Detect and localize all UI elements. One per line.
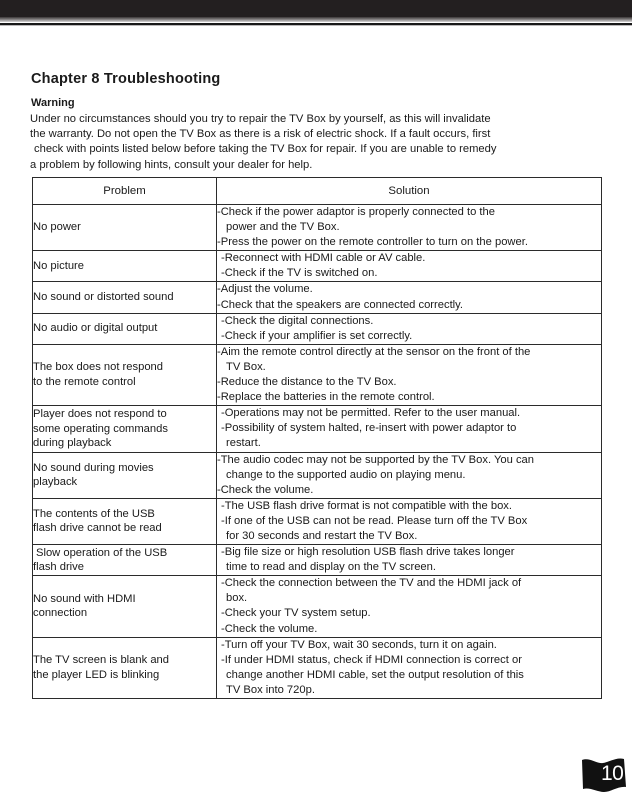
cell-problem bbox=[33, 576, 217, 637]
solution-line: TV Box into 720p. bbox=[226, 683, 315, 696]
cell-problem bbox=[33, 545, 217, 576]
problem-line: flash drive cannot be read bbox=[33, 522, 162, 535]
table-header-row bbox=[33, 178, 602, 205]
troubleshooting-table-wrapper bbox=[32, 177, 601, 699]
problem-line: during playback bbox=[33, 437, 112, 450]
problem-line: the player LED is blinking bbox=[33, 668, 160, 681]
problem-line: The TV screen is blank and bbox=[33, 654, 169, 667]
table-row bbox=[33, 452, 602, 498]
solution-line: -Aim the remote control directly at the sensor on the front of the bbox=[217, 345, 531, 358]
warning-line: check with points listed below before taking the TV Box for repair. If you are unable to remedy bbox=[34, 143, 497, 156]
solution-line: change to the supported audio on playing menu. bbox=[226, 468, 466, 481]
column-header-solution: Solution bbox=[217, 178, 602, 205]
problem-line: No power bbox=[33, 221, 81, 234]
table-body bbox=[33, 205, 602, 699]
cell-solution bbox=[217, 344, 602, 405]
solution-line: power and the TV Box. bbox=[226, 221, 340, 234]
table-row bbox=[33, 205, 602, 251]
cell-solution bbox=[217, 313, 602, 344]
cell-problem bbox=[33, 406, 217, 452]
solution-line: -Check the digital connections. bbox=[221, 314, 374, 327]
cell-solution bbox=[217, 282, 602, 313]
cell-solution bbox=[217, 545, 602, 576]
problem-line: No sound with HDMI bbox=[33, 592, 136, 605]
page-number-text: 10 bbox=[601, 762, 624, 785]
solution-line: -The USB flash drive format is not compatible with the box. bbox=[221, 499, 513, 512]
solution-line: change another HDMI cable, set the output resolution of this bbox=[226, 668, 524, 681]
solution-line: -Possibility of system halted, re-insert with power adaptor to bbox=[221, 422, 517, 435]
scan-artifact-fade bbox=[0, 17, 632, 22]
problem-line: playback bbox=[33, 476, 78, 489]
problem-line: No picture bbox=[33, 260, 84, 273]
problem-line: Player does not respond to bbox=[33, 407, 167, 420]
solution-line: -Check if the TV is switched on. bbox=[221, 267, 378, 280]
cell-problem bbox=[33, 313, 217, 344]
problem-line: flash drive bbox=[33, 561, 84, 574]
table-row bbox=[33, 576, 602, 637]
solution-line: -Check your TV system setup. bbox=[221, 607, 371, 620]
solution-line: -If one of the USB can not be read. Please turn off the TV Box bbox=[221, 514, 528, 527]
solution-line: -Replace the batteries in the remote control. bbox=[217, 391, 435, 404]
cell-problem bbox=[33, 452, 217, 498]
warning-paragraph bbox=[30, 112, 606, 173]
cell-problem bbox=[33, 637, 217, 698]
solution-line: -Check if your amplifier is set correctly. bbox=[221, 329, 413, 342]
solution-line: restart. bbox=[226, 437, 261, 450]
solution-line: -Big file size or high resolution USB flash drive takes longer bbox=[221, 546, 515, 559]
table-row bbox=[33, 498, 602, 544]
solution-line: -Check if the power adaptor is properly connected to the bbox=[217, 206, 495, 218]
warning-line: the warranty. Do not open the TV Box as there is a risk of electric shock. If a fault occurs, first bbox=[30, 128, 491, 141]
warning-line: a problem by following hints, consult your dealer for help. bbox=[30, 158, 313, 171]
problem-line: No sound during movies bbox=[33, 461, 154, 474]
cell-problem bbox=[33, 251, 217, 282]
solution-line: box. bbox=[226, 592, 248, 605]
solution-line: for 30 seconds and restart the TV Box. bbox=[226, 529, 418, 542]
problem-line: The contents of the USB bbox=[33, 507, 155, 520]
scan-artifact-top-bar bbox=[0, 0, 632, 17]
solution-line: -Check the volume. bbox=[217, 483, 314, 496]
solution-line: -Reconnect with HDMI cable or AV cable. bbox=[221, 252, 426, 265]
scan-artifact-rule-soft bbox=[0, 25, 632, 26]
solution-line: -If under HDMI status, check if HDMI connection is correct or bbox=[221, 653, 522, 666]
problem-line: No audio or digital output bbox=[33, 322, 158, 335]
table-row bbox=[33, 637, 602, 698]
problem-line: some operating commands bbox=[33, 422, 168, 435]
solution-line: -Adjust the volume. bbox=[217, 283, 313, 296]
solution-line: -Reduce the distance to the TV Box. bbox=[217, 376, 397, 389]
cell-solution bbox=[217, 637, 602, 698]
cell-solution bbox=[217, 576, 602, 637]
table-row bbox=[33, 545, 602, 576]
page-title: Chapter 8 Troubleshooting bbox=[31, 70, 221, 87]
problem-line: to the remote control bbox=[33, 376, 136, 389]
solution-line: -Operations may not be permitted. Refer to the user manual. bbox=[221, 407, 521, 420]
solution-line: TV Box. bbox=[226, 360, 266, 373]
page-number-badge bbox=[580, 757, 632, 794]
table-row bbox=[33, 313, 602, 344]
solution-line: time to read and display on the TV screen. bbox=[226, 561, 436, 574]
solution-line: -Check the connection between the TV and the HDMI jack of bbox=[221, 577, 522, 590]
cell-solution bbox=[217, 251, 602, 282]
warning-heading: Warning bbox=[31, 97, 75, 109]
cell-solution bbox=[217, 205, 602, 251]
cell-solution bbox=[217, 498, 602, 544]
problem-line: The box does not respond bbox=[33, 361, 163, 374]
solution-line: -Check the volume. bbox=[221, 622, 318, 635]
troubleshooting-table bbox=[32, 177, 602, 699]
cell-solution bbox=[217, 452, 602, 498]
cell-problem bbox=[33, 344, 217, 405]
table-row bbox=[33, 406, 602, 452]
table-row bbox=[33, 251, 602, 282]
cell-problem bbox=[33, 282, 217, 313]
table-row bbox=[33, 282, 602, 313]
cell-problem bbox=[33, 205, 217, 251]
problem-line: Slow operation of the USB bbox=[36, 546, 168, 559]
table-row bbox=[33, 344, 602, 405]
cell-solution bbox=[217, 406, 602, 452]
solution-line: -Press the power on the remote controller to turn on the power. bbox=[217, 236, 528, 249]
cell-problem bbox=[33, 498, 217, 544]
column-header-problem: Problem bbox=[33, 178, 217, 205]
warning-line: Under no circumstances should you try to repair the TV Box by yourself, as this will invalidate bbox=[30, 113, 491, 125]
solution-line: -Check that the speakers are connected correctly. bbox=[217, 298, 464, 311]
solution-line: -Turn off your TV Box, wait 30 seconds, turn it on again. bbox=[221, 638, 497, 651]
solution-line: -The audio codec may not be supported by the TV Box. You can bbox=[217, 453, 534, 466]
problem-line: No sound or distorted sound bbox=[33, 291, 174, 304]
problem-line: connection bbox=[33, 607, 88, 620]
